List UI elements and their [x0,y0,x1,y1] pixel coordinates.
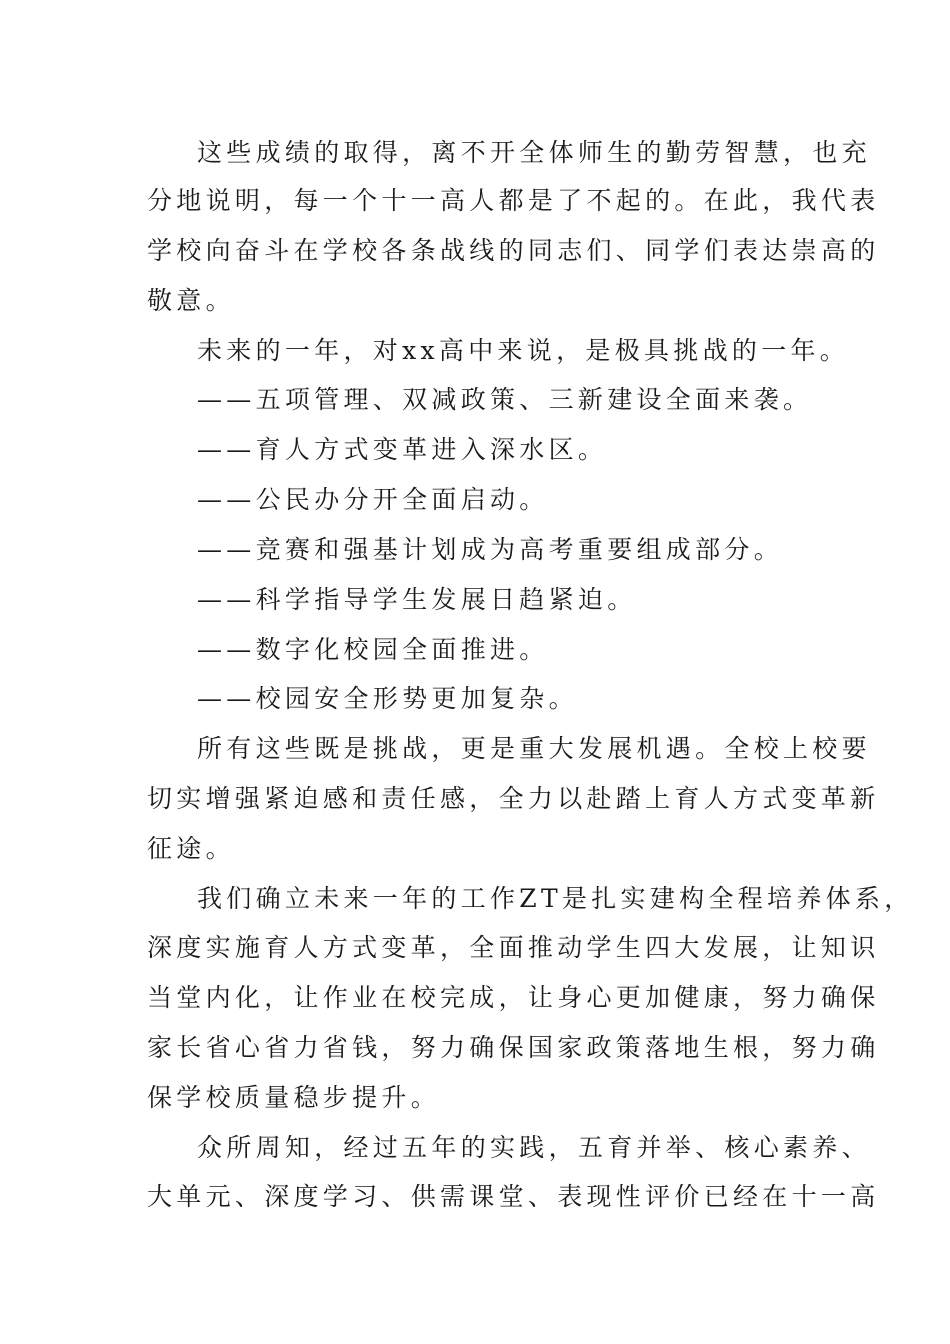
paragraph-4-line-4: 家长省心省力省钱，努力确保国家政策落地生根，努力确 [147,1033,880,1062]
paragraph-3-line-3: 征途。 [147,834,235,863]
paragraph-3-line-2: 切实增强紧迫感和责任感，全力以赴踏上育人方式变革新 [147,784,880,813]
paragraph-1-line-2: 分地说明，每一个十一高人都是了不起的。在此，我代表 [147,186,880,215]
paragraph-2-line-1: 未来的一年，对xx高中来说，是极具挑战的一年。 [197,336,850,365]
list-item-2: ——育人方式变革进入深水区。 [197,435,608,464]
list-item-5: ——科学指导学生发展日趋紧迫。 [197,585,637,614]
paragraph-5-line-1: 众所周知，经过五年的实践，五育并举、核心素养、 [197,1133,871,1162]
list-item-1: ——五项管理、双减政策、三新建设全面来袭。 [197,385,813,414]
paragraph-4-line-1: 我们确立未来一年的工作ZT是扎实建构全程培养体系， [197,884,914,913]
paragraph-5-line-2: 大单元、深度学习、供需课堂、表现性评价已经在十一高 [147,1182,880,1211]
list-item-4: ——竞赛和强基计划成为高考重要组成部分。 [197,535,784,564]
paragraph-4-line-3: 当堂内化，让作业在校完成，让身心更加健康，努力确保 [147,983,880,1012]
list-item-3: ——公民办分开全面启动。 [197,485,549,514]
paragraph-3-line-1: 所有这些既是挑战，更是重大发展机遇。全校上校要 [197,734,871,763]
paragraph-1-line-3: 学校向奋斗在学校各条战线的同志们、同学们表达崇高的 [147,236,880,265]
paragraph-1-line-4: 敬意。 [147,286,235,315]
paragraph-4-line-5: 保学校质量稳步提升。 [147,1083,441,1112]
list-item-7: ——校园安全形势更加复杂。 [197,684,578,713]
paragraph-1-line-1: 这些成绩的取得，离不开全体师生的勤劳智慧，也充 [197,138,871,167]
list-item-6: ——数字化校园全面推进。 [197,635,549,664]
paragraph-4-line-2: 深度实施育人方式变革，全面推动学生四大发展，让知识 [147,933,880,962]
